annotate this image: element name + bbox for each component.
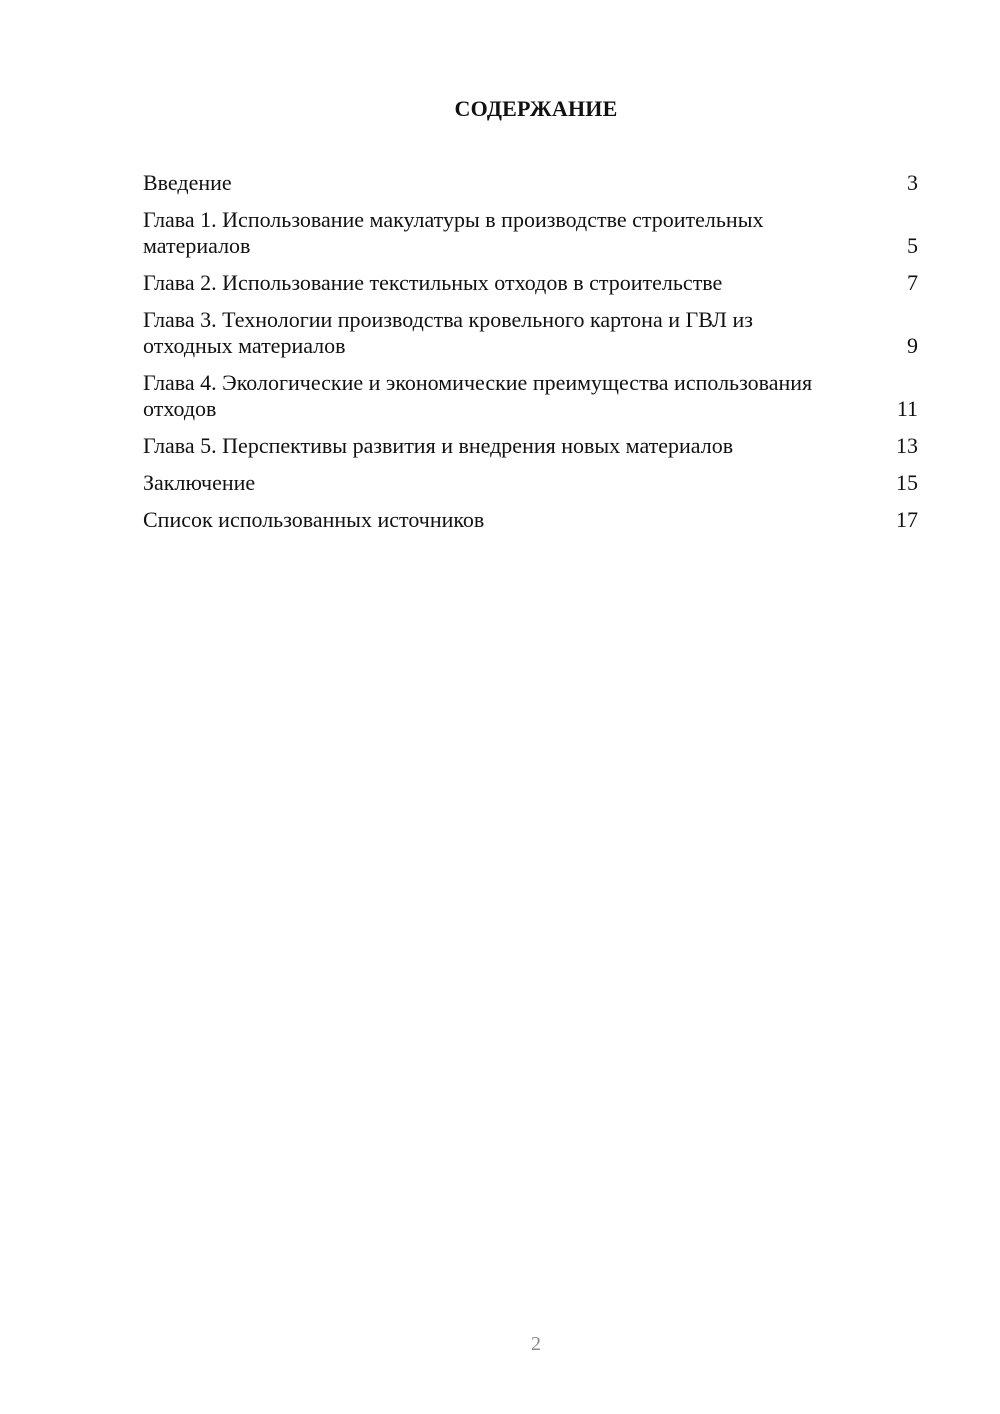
toc-entry-page: 9 bbox=[907, 333, 918, 358]
toc-entry bbox=[143, 307, 918, 359]
toc-title: СОДЕРЖАНИЕ bbox=[454, 96, 618, 121]
toc-entry-title: Глава 5. Перспективы развития и внедрения новых материалов bbox=[143, 433, 734, 458]
toc-entry-page: 13 bbox=[896, 433, 918, 458]
toc-entry-title: Глава 1. Использование макулатуры в производстве строительных материалов bbox=[143, 207, 764, 258]
toc-entry-title: Введение bbox=[143, 170, 232, 195]
toc-entry bbox=[143, 270, 918, 296]
toc-entry bbox=[143, 470, 918, 496]
table-of-contents bbox=[143, 170, 918, 544]
toc-entry bbox=[143, 170, 918, 196]
toc-entry bbox=[143, 370, 918, 422]
toc-entry-title: Глава 3. Технологии производства кровельного картона и ГВЛ из отходных материалов bbox=[143, 307, 753, 358]
toc-entry-page: 15 bbox=[896, 470, 918, 495]
toc-entry-title: Глава 2. Использование текстильных отходов в строительстве bbox=[143, 270, 723, 295]
toc-entry-page: 5 bbox=[907, 233, 918, 258]
page-number: 2 bbox=[531, 1333, 541, 1355]
toc-entry bbox=[143, 207, 918, 259]
toc-entry bbox=[143, 507, 918, 533]
toc-entry-page: 17 bbox=[896, 507, 918, 532]
toc-entry-title: Глава 4. Экологические и экономические преимущества использования отходов bbox=[143, 370, 813, 421]
toc-entry-page: 11 bbox=[896, 396, 918, 421]
toc-entry bbox=[143, 433, 918, 459]
toc-entry-page: 7 bbox=[907, 270, 918, 295]
toc-entry-title: Заключение bbox=[143, 470, 256, 495]
toc-entry-page: 3 bbox=[907, 170, 918, 195]
toc-entry-title: Список использованных источников bbox=[143, 507, 485, 532]
